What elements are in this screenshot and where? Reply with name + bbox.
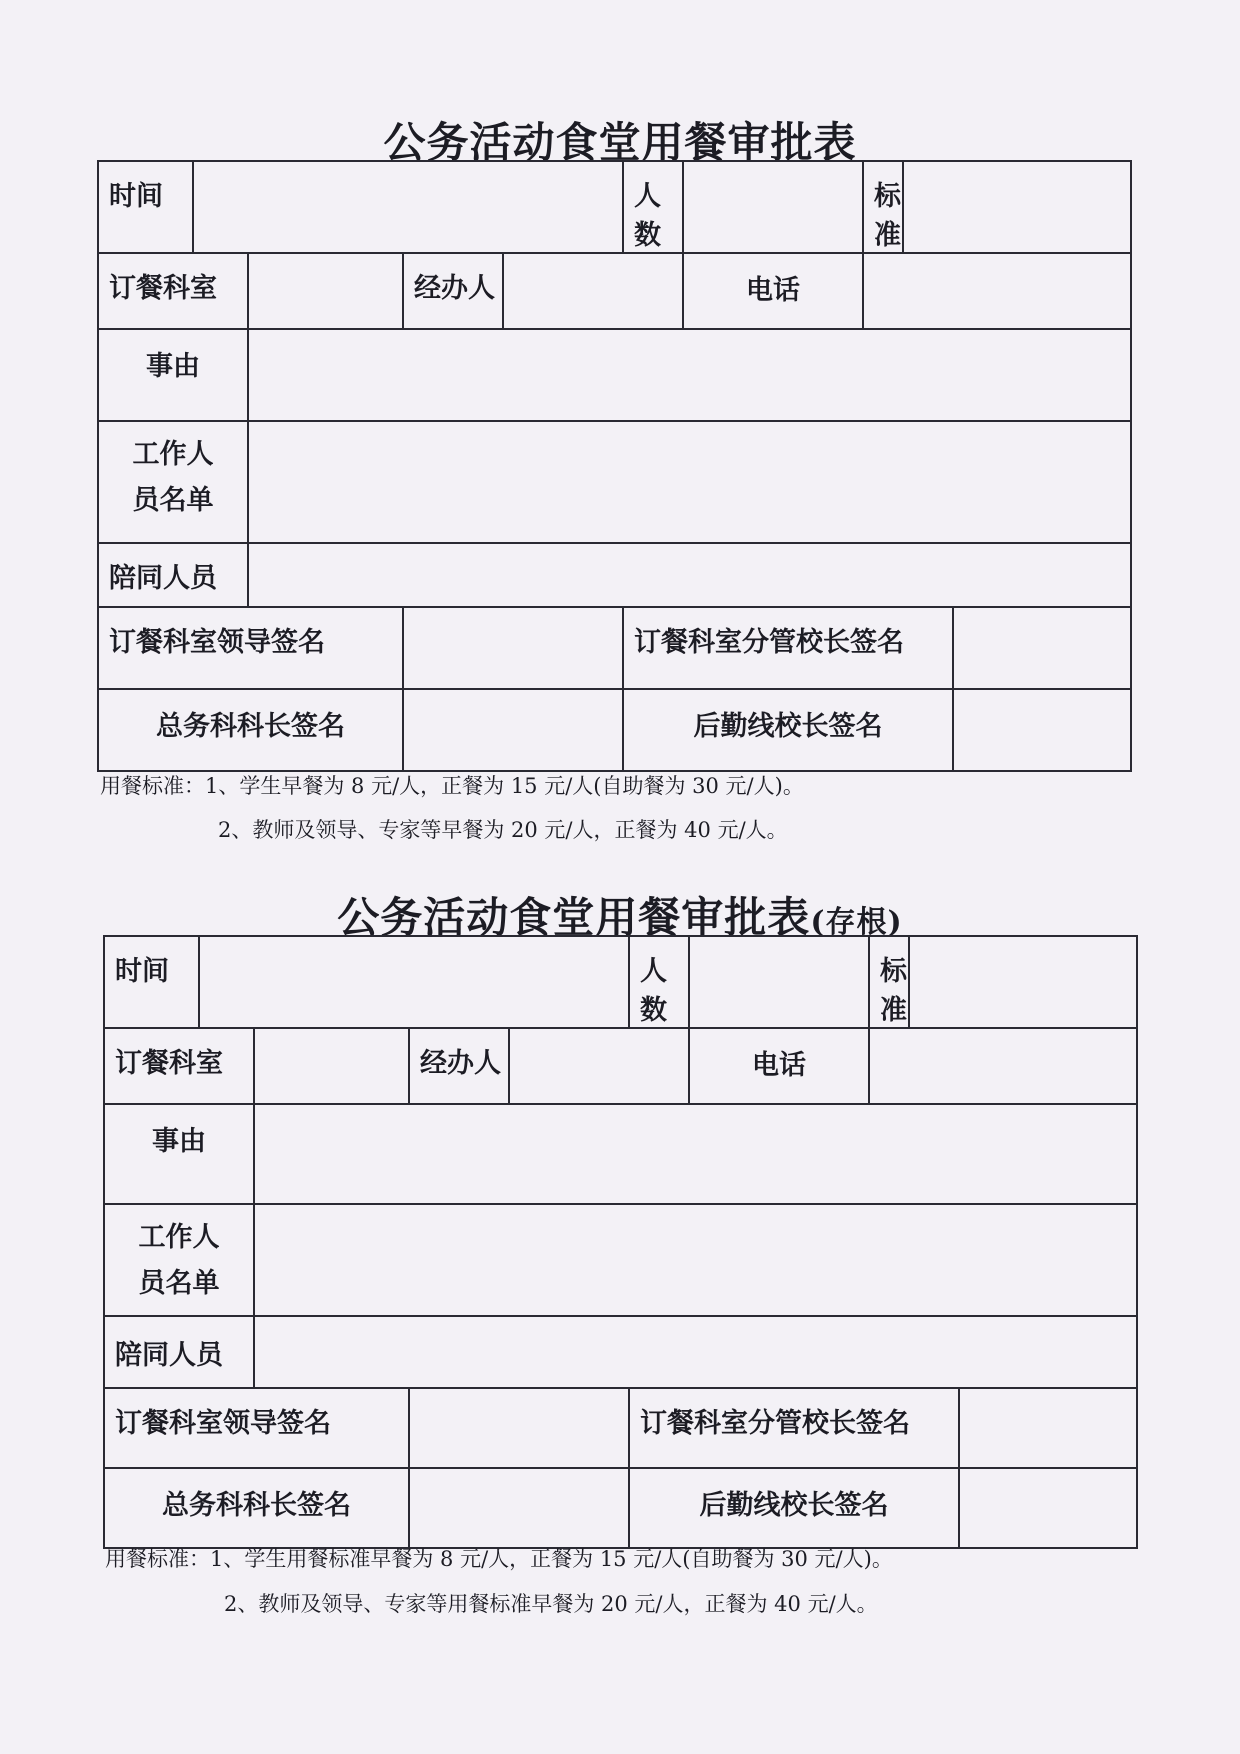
stub-dept-vp-sign-field[interactable] [959, 1388, 1137, 1468]
stub-row-staff [104, 1204, 1137, 1316]
row-companion [98, 543, 1131, 607]
stub-time-label: 时间 [104, 936, 199, 1028]
stub-note-1: 用餐标准：1、学生用餐标准早餐为 8 元/人，正餐为 15 元/人(自助餐为 30 元/人)。 [105, 1547, 893, 1571]
stub-handler-field[interactable] [509, 1028, 689, 1104]
staff-list-field[interactable] [248, 421, 1131, 543]
stub-reason-field[interactable] [254, 1104, 1137, 1204]
stub-standard-field[interactable] [909, 936, 1137, 1028]
row-staff [98, 421, 1131, 543]
stub-logistics-vp-sign-label: 后勤线校长签名 [629, 1468, 959, 1548]
staff-label-line1: 工作人 [132, 439, 214, 470]
count-field[interactable] [683, 161, 863, 253]
dept-leader-sign-field[interactable] [403, 607, 623, 689]
count-label: 人数 [623, 161, 683, 253]
dept-label: 订餐科室 [98, 253, 248, 329]
stub-handler-label: 经办人 [409, 1028, 509, 1104]
stub-row-time [104, 936, 1137, 1028]
stub-dept-field[interactable] [254, 1028, 409, 1104]
time-label: 时间 [98, 161, 193, 253]
companion-field[interactable] [248, 543, 1131, 607]
row-time [98, 161, 1131, 253]
stub-staff-label-line1: 工作人 [138, 1222, 220, 1253]
dept-leader-sign-label: 订餐科室领导签名 [98, 607, 403, 689]
dept-vp-sign-label: 订餐科室分管校长签名 [623, 607, 953, 689]
row-dept [98, 253, 1131, 329]
stub-companion-field[interactable] [254, 1316, 1137, 1388]
stub-staff-label [104, 1204, 254, 1316]
handler-field[interactable] [503, 253, 683, 329]
stub-dept-label: 订餐科室 [104, 1028, 254, 1104]
stub-logistics-vp-sign-field[interactable] [959, 1468, 1137, 1548]
stub-count-field[interactable] [689, 936, 869, 1028]
general-chief-sign-label: 总务科科长签名 [98, 689, 403, 771]
reason-field[interactable] [248, 329, 1131, 421]
stub-dept-leader-sign-label: 订餐科室领导签名 [104, 1388, 409, 1468]
main-approval-table [97, 160, 1132, 772]
phone-label: 电话 [683, 253, 863, 329]
companion-label: 陪同人员 [98, 543, 248, 607]
stub-row-companion [104, 1316, 1137, 1388]
logistics-vp-sign-label: 后勤线校长签名 [623, 689, 953, 771]
stub-time-field[interactable] [199, 936, 629, 1028]
general-chief-sign-field[interactable] [403, 689, 623, 771]
stub-count-label: 人数 [629, 936, 689, 1028]
stub-dept-vp-sign-label: 订餐科室分管校长签名 [629, 1388, 959, 1468]
row-sign-2 [98, 689, 1131, 771]
standard-field[interactable] [903, 161, 1131, 253]
stub-staff-list-field[interactable] [254, 1204, 1137, 1316]
stub-phone-label: 电话 [689, 1028, 869, 1104]
main-note-1: 用餐标准：1、学生早餐为 8 元/人，正餐为 15 元/人(自助餐为 30 元/人)。 [100, 774, 804, 798]
stub-companion-label: 陪同人员 [104, 1316, 254, 1388]
stub-dept-leader-sign-field[interactable] [409, 1388, 629, 1468]
main-note-2: 2、教师及领导、专家等早餐为 20 元/人，正餐为 40 元/人。 [218, 818, 788, 842]
stub-row-sign-1 [104, 1388, 1137, 1468]
handler-label: 经办人 [403, 253, 503, 329]
stub-phone-field[interactable] [869, 1028, 1137, 1104]
stub-staff-label-line2: 员名单 [138, 1268, 220, 1299]
stub-row-dept [104, 1028, 1137, 1104]
stub-general-chief-sign-label: 总务科科长签名 [104, 1468, 409, 1548]
main-title-text: 公务活动食堂用餐审批表 [383, 118, 857, 167]
logistics-vp-sign-field[interactable] [953, 689, 1131, 771]
dept-field[interactable] [248, 253, 403, 329]
stub-note-2: 2、教师及领导、专家等用餐标准早餐为 20 元/人，正餐为 40 元/人。 [224, 1592, 878, 1616]
row-sign-1 [98, 607, 1131, 689]
stub-general-chief-sign-field[interactable] [409, 1468, 629, 1548]
reason-label: 事由 [98, 329, 248, 421]
dept-vp-sign-field[interactable] [953, 607, 1131, 689]
stub-row-reason [104, 1104, 1137, 1204]
stub-reason-label: 事由 [104, 1104, 254, 1204]
staff-label [98, 421, 248, 543]
stub-title-text: 公务活动食堂用餐审批表 [337, 893, 811, 942]
stub-standard-label: 标准 [869, 936, 909, 1028]
stub-approval-table [103, 935, 1138, 1549]
stub-row-sign-2 [104, 1468, 1137, 1548]
row-reason [98, 329, 1131, 421]
stub-title-suffix: (存根) [810, 905, 903, 940]
phone-field[interactable] [863, 253, 1131, 329]
standard-label: 标准 [863, 161, 903, 253]
staff-label-line2: 员名单 [132, 485, 214, 516]
time-field[interactable] [193, 161, 623, 253]
